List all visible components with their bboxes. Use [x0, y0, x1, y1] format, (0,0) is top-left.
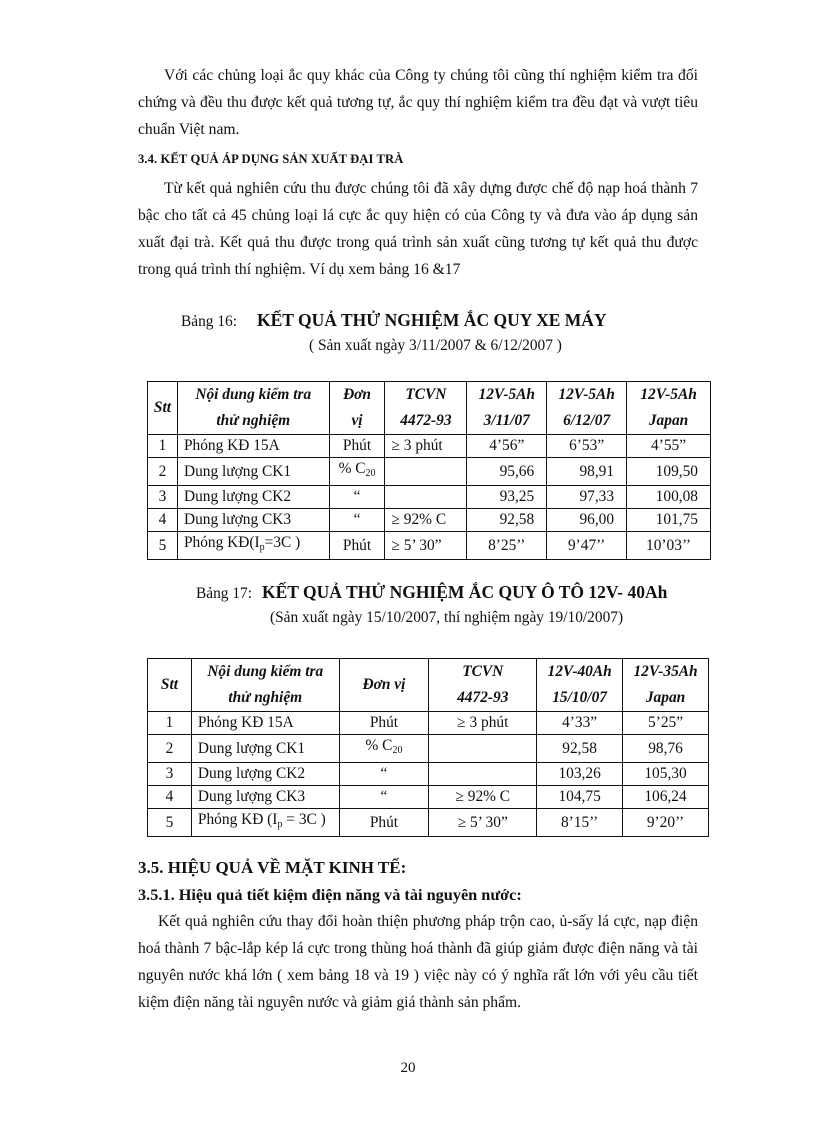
table-row	[148, 458, 711, 486]
table-row	[148, 486, 711, 509]
table16-header-row	[148, 382, 711, 409]
table17-cell-unit: Phút	[339, 809, 429, 837]
table16-cell-content: Dung lượng CK3	[177, 509, 329, 532]
table17-cell-content: Dung lượng CK2	[191, 763, 339, 786]
table16-cell-tcvn	[385, 486, 467, 509]
table16-cell-v1: 8’25’’	[467, 532, 547, 560]
table16-cell-tcvn	[385, 458, 467, 486]
table17-cell-tcvn	[429, 763, 537, 786]
table16-cell-v3: 10’03’’	[627, 532, 711, 560]
economic-paragraph-text: Kết quả nghiên cứu thay đổi hoàn thiện phương pháp trộn cao, ủ-sấy lá cực, nạp điện hoá thành 7 bậc-lắp kép lá cực trong thùng hoá thành đã giúp giảm được điện năng và tài nguyên nước khá lớn ( xem bảng 18 và 19 ) việc này có ý nghĩa rất lớn với yêu cầu tiết kiệm điện năng tài nguyên nước và giảm giá thành sản phẩm.	[138, 913, 698, 1011]
table16-cell-stt: 4	[148, 509, 178, 532]
table16-cell-v2: 97,33	[547, 486, 627, 509]
table16-header-col2: 12V-5Ah	[547, 382, 627, 409]
table17-cell-tcvn	[429, 735, 537, 763]
table16-header-content-2: thử nghiệm	[177, 408, 329, 435]
content-subscript: p	[277, 819, 283, 830]
table17-cell-v2: 105,30	[623, 763, 709, 786]
table17-header-content-2: thử nghiệm	[191, 685, 339, 712]
intro-paragraph	[138, 62, 698, 143]
table16-header-row-2	[148, 408, 711, 435]
table16-cell-content: Dung lượng CK1	[177, 458, 329, 486]
section-heading-3-5-1: 3.5.1. Hiệu quả tiết kiệm điện năng và tài nguyên nước:	[138, 885, 522, 904]
table16-cell-content	[177, 532, 329, 560]
table16	[147, 381, 711, 560]
table17-header-row-2	[148, 685, 709, 712]
table17-header-stt: Stt	[148, 659, 192, 712]
table16-cell-v1: 95,66	[467, 458, 547, 486]
unit-text: % C	[338, 460, 366, 477]
table16-cell-content: Dung lượng CK2	[177, 486, 329, 509]
table17-cell-v1: 8’15’’	[537, 809, 623, 837]
table17-cell-content: Phóng KĐ 15A	[191, 712, 339, 735]
table16-cell-v2: 9’47’’	[547, 532, 627, 560]
table17-caption	[196, 582, 667, 603]
table17-cell-unit: “	[339, 786, 429, 809]
table16-cell-tcvn: ≥ 5’ 30”	[385, 532, 467, 560]
table17-cell-content	[191, 809, 339, 837]
table17	[147, 658, 709, 837]
unit-subscript: 20	[365, 468, 376, 479]
table16-cell-v2: 98,91	[547, 458, 627, 486]
table16-cell-v1: 92,58	[467, 509, 547, 532]
table16-cell-unit: Phút	[329, 435, 385, 458]
content-text-end: =3C )	[264, 534, 301, 551]
table16-header-col2-2: 6/12/07	[547, 408, 627, 435]
table16-cell-unit: “	[329, 486, 385, 509]
table17-cell-v2: 106,24	[623, 786, 709, 809]
intro-paragraph-text: Với các chủng loại ắc quy khác của Công ty chúng tôi cũng thí nghiệm kiểm tra đối chứng và đều thu được kết quả tương tự, ắc quy thí nghiệm kiểm tra đều đạt và vượt tiêu chuẩn Việt nam.	[138, 67, 698, 138]
table16-header-stt: Stt	[148, 382, 178, 435]
table16-cell-v2: 6’53”	[547, 435, 627, 458]
economic-paragraph	[138, 908, 698, 1016]
unit-text: % C	[365, 737, 393, 754]
table17-cell-v1: 92,58	[537, 735, 623, 763]
table16-header-col3-2: Japan	[627, 408, 711, 435]
table17-label: Bảng 17:	[196, 585, 253, 602]
table17-header-col1: 12V-40Ah	[537, 659, 623, 686]
section-heading-3-5: 3.5. HIỆU QUẢ VỀ MẶT KINH TẾ:	[138, 858, 407, 877]
table16-header-unit-2: vị	[329, 408, 385, 435]
table17-cell-unit	[339, 735, 429, 763]
table16-cell-v1: 93,25	[467, 486, 547, 509]
table16-cell-stt: 5	[148, 532, 178, 560]
unit-subscript: 20	[392, 745, 403, 756]
table-row	[148, 809, 709, 837]
table17-cell-unit: Phút	[339, 712, 429, 735]
table17-cell-content: Dung lượng CK1	[191, 735, 339, 763]
table16-cell-content: Phóng KĐ 15A	[177, 435, 329, 458]
production-paragraph	[138, 175, 698, 283]
table17-header-unit: Đơn vị	[339, 659, 429, 712]
table16-cell-stt: 2	[148, 458, 178, 486]
table17-cell-v1: 4’33”	[537, 712, 623, 735]
table16-header-col1-2: 3/11/07	[467, 408, 547, 435]
table17-cell-content: Dung lượng CK3	[191, 786, 339, 809]
content-text: Phóng KĐ (I	[197, 811, 278, 828]
table16-cell-unit	[329, 458, 385, 486]
table17-header-col2: 12V-35Ah	[623, 659, 709, 686]
table17-cell-tcvn: ≥ 5’ 30”	[429, 809, 537, 837]
table17-header-col2-2: Japan	[623, 685, 709, 712]
table17-header-tcvn-2: 4472-93	[429, 685, 537, 712]
table16-cell-stt: 3	[148, 486, 178, 509]
table-row	[148, 532, 711, 560]
table-row	[148, 735, 709, 763]
content-text-end: = 3C )	[282, 811, 326, 828]
table16-title: KẾT QUẢ THỬ NGHIỆM ẮC QUY XE MÁY	[257, 310, 607, 330]
table16-subtitle: ( Sản xuất ngày 3/11/2007 & 6/12/2007 )	[309, 337, 562, 354]
table16-cell-unit: Phút	[329, 532, 385, 560]
table16-header-col3: 12V-5Ah	[627, 382, 711, 409]
table16-cell-v3: 101,75	[627, 509, 711, 532]
table17-title: KẾT QUẢ THỬ NGHIỆM ẮC QUY Ô TÔ 12V- 40Ah	[262, 582, 668, 602]
table-row	[148, 786, 709, 809]
table16-cell-v2: 96,00	[547, 509, 627, 532]
table16-cell-unit: “	[329, 509, 385, 532]
table-row	[148, 435, 711, 458]
table17-cell-v1: 103,26	[537, 763, 623, 786]
table17-cell-stt: 5	[148, 809, 192, 837]
table-row	[148, 509, 711, 532]
table17-cell-stt: 1	[148, 712, 192, 735]
table17-header-row	[148, 659, 709, 686]
table17-subtitle: (Sản xuất ngày 15/10/2007, thí nghiệm ngày 19/10/2007)	[270, 609, 624, 626]
table16-header-content: Nội dung kiểm tra	[177, 382, 329, 409]
table-row	[148, 763, 709, 786]
table16-cell-v1: 4’56”	[467, 435, 547, 458]
table-row	[148, 712, 709, 735]
table17-cell-v2: 98,76	[623, 735, 709, 763]
table16-label: Bảng 16:	[181, 313, 238, 330]
production-paragraph-text: Từ kết quả nghiên cứu thu được chúng tôi đã xây dựng được chế độ nạp hoá thành 7 bậc cho tất cả 45 chủng loại lá cực ắc quy hiện có của Công ty và đưa vào áp dụng sản xuất đại trà. Kết quả thu được trong quá trình sản xuất cũng tương tự kết quả thu được trong quá trình thí nghiệm. Ví dụ xem bảng 16 &17	[138, 180, 698, 278]
table17-cell-unit: “	[339, 763, 429, 786]
table16-cell-v3: 100,08	[627, 486, 711, 509]
table16-cell-tcvn: ≥ 3 phút	[385, 435, 467, 458]
table17-cell-stt: 4	[148, 786, 192, 809]
table17-header-tcvn: TCVN	[429, 659, 537, 686]
table17-cell-stt: 3	[148, 763, 192, 786]
table17-cell-tcvn: ≥ 92% C	[429, 786, 537, 809]
table16-header-unit: Đơn	[329, 382, 385, 409]
section-heading-3-4: 3.4. KẾT QUẢ ÁP DỤNG SẢN XUẤT ĐẠI TRÀ	[138, 152, 404, 166]
table17-header-col1-2: 15/10/07	[537, 685, 623, 712]
table17-header-content: Nội dung kiểm tra	[191, 659, 339, 686]
table16-header-tcvn-2: 4472-93	[385, 408, 467, 435]
content-text: Phóng KĐ(I	[183, 534, 260, 551]
table16-caption	[181, 310, 607, 331]
table16-header-tcvn: TCVN	[385, 382, 467, 409]
table17-cell-v2: 9’20’’	[623, 809, 709, 837]
table16-cell-v3: 109,50	[627, 458, 711, 486]
table16-cell-v3: 4’55”	[627, 435, 711, 458]
table17-cell-stt: 2	[148, 735, 192, 763]
table17-cell-v2: 5’25”	[623, 712, 709, 735]
table16-cell-stt: 1	[148, 435, 178, 458]
content-subscript: p	[259, 542, 265, 553]
table17-cell-v1: 104,75	[537, 786, 623, 809]
table16-cell-tcvn: ≥ 92% C	[385, 509, 467, 532]
page-number: 20	[400, 1060, 416, 1076]
table17-cell-tcvn: ≥ 3 phút	[429, 712, 537, 735]
table16-header-col1: 12V-5Ah	[467, 382, 547, 409]
